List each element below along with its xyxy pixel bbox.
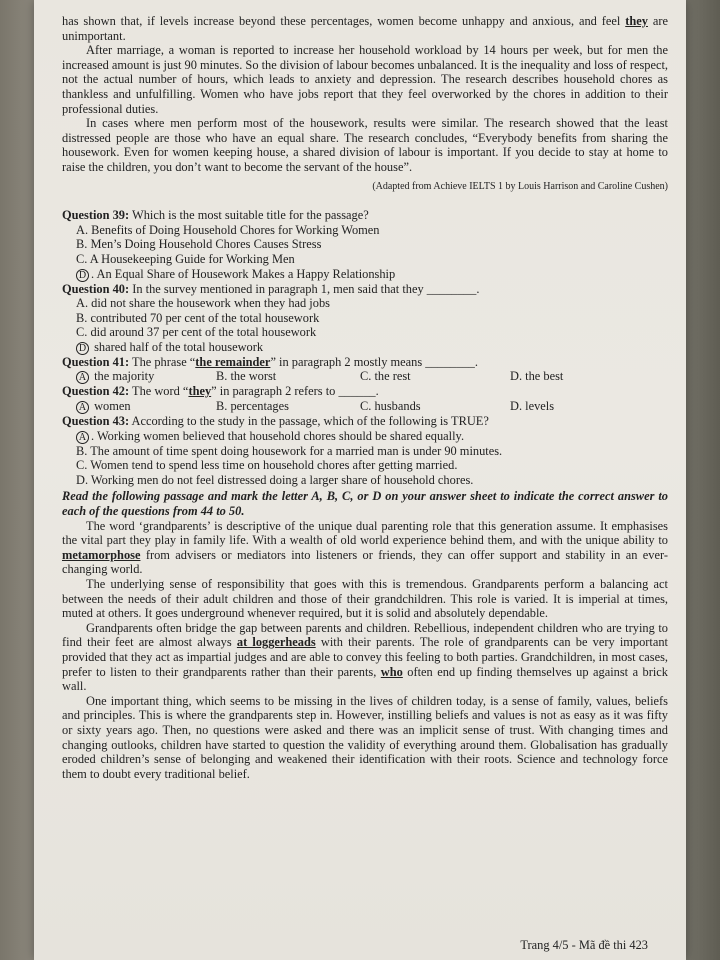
q40-text: In the survey mentioned in paragraph 1, men said that they ________.	[129, 281, 480, 296]
q39-option-b: B. Men’s Doing Household Chores Causes Stress	[76, 237, 322, 252]
q42-option-d: D. levels	[510, 399, 555, 414]
q43-option-a: A . Working women believed that household chores should be shared equally.	[62, 429, 668, 444]
q42-label: Question 42:	[62, 384, 130, 399]
q42-option-c: C. husbands	[360, 399, 421, 414]
word-who: who	[380, 664, 403, 679]
question-43	[62, 414, 668, 487]
q43-option-b: B. The amount of time spent doing housework for a married man is under 90 minutes.	[76, 443, 503, 458]
answer-circle: D	[76, 342, 89, 355]
passage1-para2: After marriage, a woman is reported to increase her household workload by 14 hours per week, but for men the increased amount is just 90 minutes. So the division of labour becomes unbalanced. It is the inequality and loss of respect, not the actual number of hours, which leads to anxiety and depression. The research describes household chores as thankless and unfulfilling. Women who have jobs report that they feel overworked by the chores in addition to their professional duties.	[62, 43, 668, 116]
word-they: they	[625, 14, 648, 28]
passage2-para4: One important thing, which seems to be missing in the lives of children today, is a sense of family, values, beliefs and principles. This is where the grandparents step in. However, instilling beliefs and values is not as easy as it was fifty or sixty years ago. Then, no questions were asked and there was an implicit sense of trust. With changing times and changing outlooks, children have started to question the validity of everything around them. Globalisation has gradually eroded children’s sense of belonging and weakened their identification with their roots. Science and technology force them to doubt every traditional belief.	[62, 693, 668, 781]
q41-option-a: A the majority	[76, 369, 216, 384]
word-metamorphose: metamorphose	[62, 547, 141, 562]
q39-option-c: C. A Housekeeping Guide for Working Men	[76, 251, 295, 266]
question-41: Question 41: The phrase “the remainder” in paragraph 2 mostly means ________. A the majority B. the worst C. the rest D. the best	[62, 355, 668, 385]
q41-label: Question 41:	[62, 354, 130, 369]
q40-label: Question 40:	[62, 281, 130, 296]
q39-option-d: D . An Equal Share of Housework Makes a Happy Relationship	[62, 267, 668, 282]
q39-text: Which is the most suitable title for the passage?	[129, 208, 369, 223]
q41-option-b: B. the worst	[216, 369, 277, 384]
q41-phrase: the remainder	[195, 354, 271, 369]
q39-option-a: A. Benefits of Doing Household Chores for Working Women	[76, 222, 380, 237]
question-39	[62, 208, 668, 281]
q42-options	[62, 399, 668, 414]
q42-option-a: A women	[76, 399, 216, 414]
question-42: Question 42: The word “they” in paragraph 2 refers to ______. A women B. percentages C. husbands D. levels	[62, 384, 668, 414]
q43-option-c: C. Women tend to spend less time on household chores after getting married.	[76, 458, 458, 473]
answer-circle: A	[76, 371, 89, 384]
page-content	[62, 14, 668, 781]
passage2-para2: The underlying sense of responsibility that goes with this is tremendous. Grandparents perform a balancing act between the needs of their adult children and those of their grandchildren. This role is varied. It is imperial at times, muted at others. It goes underground whenever required, but it is solid and absolutely dependable.	[62, 577, 668, 621]
q41-option-c: C. the rest	[360, 369, 411, 384]
q43-option-d: D. Working men do not feel distressed doing a larger share of household chores.	[76, 472, 474, 487]
q41-option-d: D. the best	[510, 369, 564, 384]
phrase-at-loggerheads: at loggerheads	[236, 635, 316, 650]
answer-circle: A	[76, 431, 89, 444]
passage-source: (Adapted from Achieve IELTS 1 by Louis Harrison and Caroline Cushen)	[372, 180, 668, 192]
passage1-line-top: has shown that, if levels increase beyond these percentages, women become unhappy and anxious, and feel they are unimportant.	[62, 14, 668, 43]
q43-text: According to the study in the passage, which of the following is TRUE?	[129, 414, 489, 429]
q40-option-c: C. did around 37 per cent of the total housework	[76, 325, 317, 340]
q40-option-b: B. contributed 70 per cent of the total housework	[76, 310, 320, 325]
q40-option-a: A. did not share the housework when they had jobs	[76, 296, 330, 311]
passage2-para3: Grandparents often bridge the gap between parents and children. Rebellious, independent children who are trying to find their feet are almost always at loggerheads with their parents. The role of grandparents can be very important provided that they act as impartial judges and are able to convey this feeling to both parties. Grandchildren, in most cases, prefer to listen to their grandparents rather than their parents, who often end up finding themselves up against a brick wall.	[62, 620, 668, 694]
answer-circle: D	[76, 269, 89, 282]
section-instruction: Read the following passage and mark the letter A, B, C, or D on your answer sheet to indicate the correct answer to each of the questions from 44 to 50.	[62, 489, 668, 519]
q40-option-d: D shared half of the total housework	[62, 340, 668, 355]
q41-options	[62, 369, 668, 384]
page-footer: Trang 4/5 - Mã đề thi 423	[520, 938, 648, 952]
q39-label: Question 39:	[62, 208, 130, 223]
passage2-para1: The word ‘grandparents’ is descriptive of the unique dual parenting role that this generation assume. It emphasises the vital part they play in family life. With a wealth of old world experience behind them, and with the unique ability to metamorphose from advisers or mediators into listeners or friends, they can offer support and stability in an ever-changing world.	[62, 518, 668, 577]
exam-page	[34, 0, 686, 960]
q42-phrase: they	[188, 384, 212, 399]
passage1-para3: In cases where men perform most of the housework, results were similar. The research showed that the least distressed people are those who have an equal share. The research concludes, “Everybody benefits from sharing the housework. Even for women keeping house, a shared division of labour is important. If you decide to stay at home to raise the children, you don’t want to become the servant of the house”.	[62, 116, 668, 174]
q42-option-b: B. percentages	[216, 399, 289, 414]
q43-label: Question 43:	[62, 414, 130, 429]
question-40	[62, 282, 668, 355]
answer-circle: A	[76, 401, 89, 414]
